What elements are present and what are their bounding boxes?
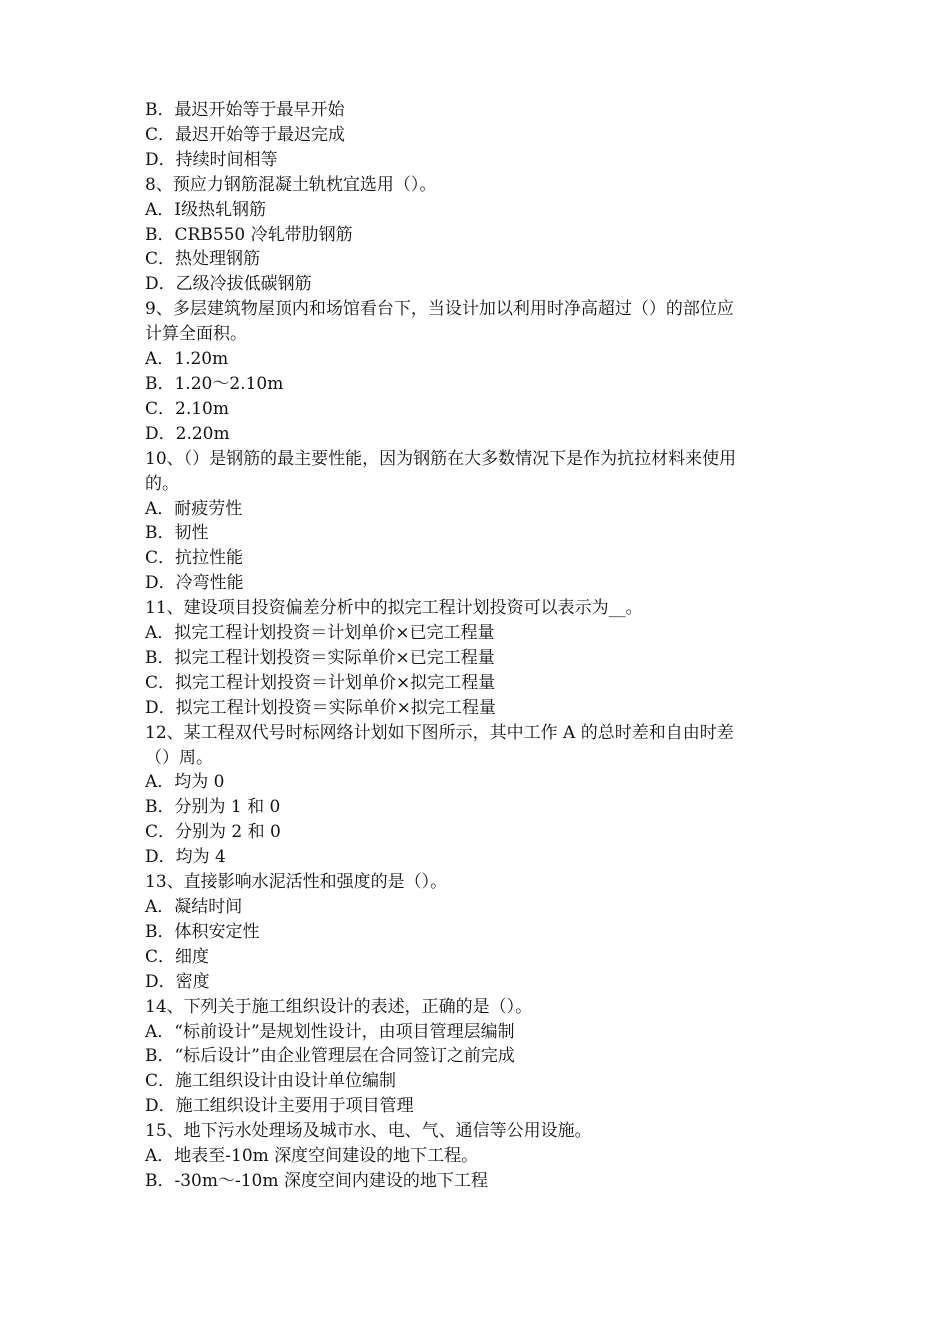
text-line: B．-30m～-10m 深度空间内建设的地下工程 — [145, 1170, 488, 1191]
text-line: C．最迟开始等于最迟完成 — [145, 124, 346, 145]
question-12: 12、某工程双代号时标网络计划如下图所示，其中工作 A 的总时差和自由时差 — [145, 722, 734, 743]
text-line: B．拟完工程计划投资＝实际单价×已完工程量 — [145, 647, 495, 668]
text-line: B．1.20～2.10m — [145, 373, 284, 394]
question-9: 9、多层建筑物屋顶内和场馆看台下，当设计加以利用时净高超过（）的部位应 — [145, 299, 734, 320]
text-line: 的。 — [145, 473, 179, 494]
text-line: C．施工组织设计由设计单位编制 — [145, 1071, 397, 1092]
text-line: （）周。 — [145, 747, 213, 768]
text-line: C．热处理钢筋 — [145, 249, 261, 270]
text-line: 计算全面积。 — [145, 324, 247, 345]
text-line: D．2.20m — [145, 423, 230, 444]
question-14: 14、下列关于施工组织设计的表述，正确的是（）。 — [145, 996, 533, 1017]
text-line: A．地表至-10m 深度空间建设的地下工程。 — [145, 1146, 479, 1167]
text-line: C．细度 — [145, 946, 210, 967]
text-line: D．乙级冷拔低碳钢筋 — [145, 274, 312, 295]
text-line: D．持续时间相等 — [145, 149, 278, 170]
text-line: B．CRB550 冷轧带肋钢筋 — [145, 224, 353, 245]
question-13: 13、直接影响水泥活性和强度的是（）。 — [145, 872, 448, 893]
text-line: D．冷弯性能 — [145, 573, 244, 594]
text-line: A．Ⅰ级热轧钢筋 — [145, 199, 266, 220]
text-line: A．1.20m — [145, 349, 229, 370]
text-line: C．抗拉性能 — [145, 548, 244, 569]
question-11: 11、建设项目投资偏差分析中的拟完工程计划投资可以表示为__。 — [145, 598, 643, 619]
text-line: A．凝结时间 — [145, 897, 243, 917]
question-15: 15、地下污水处理场及城市水、电、气、通信等公用设施。 — [145, 1121, 592, 1142]
text-line: A．拟完工程计划投资＝计划单价×已完工程量 — [145, 623, 495, 644]
document-body — [145, 98, 810, 1194]
text-line: D．均为 4 — [145, 847, 226, 868]
text-line: A．均为 0 — [145, 772, 225, 793]
text-line: D．拟完工程计划投资＝实际单价×拟完工程量 — [145, 697, 496, 718]
text-line: C．分别为 2 和 0 — [145, 822, 281, 843]
text-line: A．“标前设计”是规划性设计，由项目管理层编制 — [145, 1021, 515, 1042]
text-line: B．体积安定性 — [145, 921, 260, 942]
text-line: A．耐疲劳性 — [145, 498, 243, 519]
text-line: B．“标后设计”由企业管理层在合同签订之前完成 — [145, 1046, 515, 1067]
text-line: B．最迟开始等于最早开始 — [145, 100, 345, 120]
text-line: B．韧性 — [145, 523, 209, 544]
text-line: D．施工组织设计主要用于项目管理 — [145, 1096, 414, 1117]
text-line: C．2.10m — [145, 398, 229, 419]
question-10: 10、（）是钢筋的最主要性能，因为钢筋在大多数情况下是作为抗拉材料来使用 — [145, 448, 737, 469]
text-line: B．分别为 1 和 0 — [145, 797, 281, 818]
text-line: C．拟完工程计划投资＝计划单价×拟完工程量 — [145, 672, 496, 693]
question-8: 8、预应力钢筋混凝土轨枕宜选用（）。 — [145, 174, 437, 195]
text-line: D．密度 — [145, 971, 210, 992]
